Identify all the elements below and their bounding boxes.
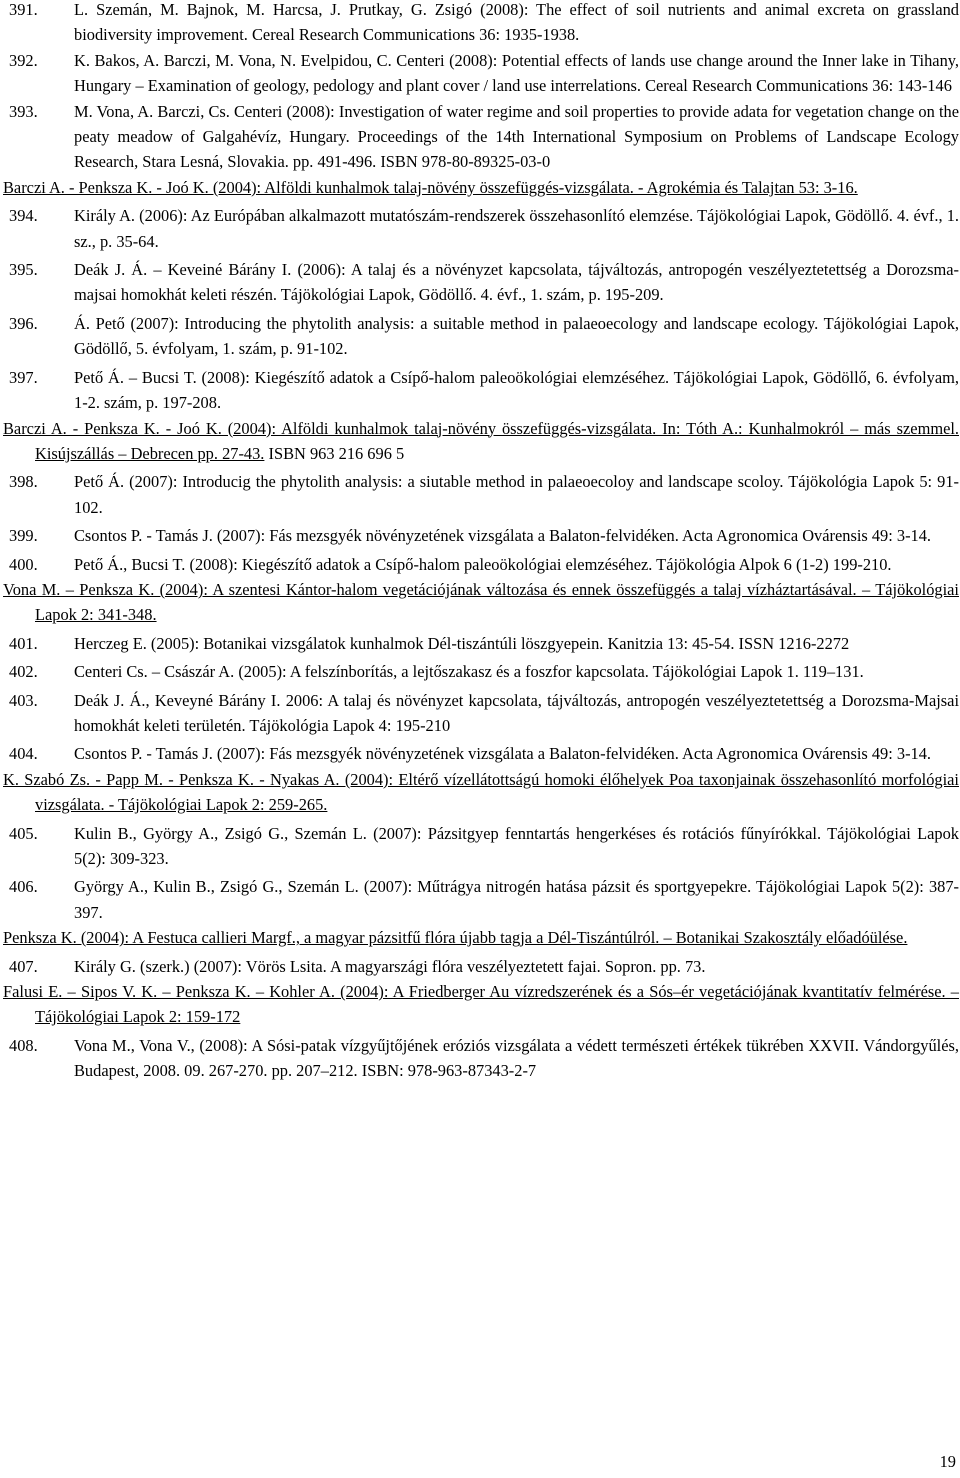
reference-entry	[3, 688, 959, 739]
reference-number: 408.	[9, 1035, 38, 1055]
reference-number: 400.	[9, 554, 38, 574]
reference-number: 392.	[9, 50, 38, 70]
reference-text-underlined: Vona M. – Penksza K. (2004): A szentesi Kántor-halom vegetációjának változása és ennek összefüggés a talaj vízháztartásával. – Tájökológiai Lapok 2: 341-348.	[3, 579, 959, 625]
reference-text-underlined: Barczi A. - Penksza K. - Joó K. (2004): Alföldi kunhalmok talaj-növény összefüggés-vizsgálata. In: Tóth A.: Kunhalmokról – más szemmel. Kisújszállás – Debrecen pp. 27-43.	[3, 418, 959, 463]
reference-text: Deák J. Á. – Keveiné Bárány I. (2006): A talaj és a növényzet kapcsolata, tájváltozás, antropogén veszélyeztetettség a Dorozsma-majsai homokhát keleti részén. Tájökológiai Lapok, Gödöllő. 4. évf., 1. szám, p. 195-209.	[74, 260, 959, 305]
reference-number: 405.	[9, 823, 38, 843]
reference-text: Kulin B., György A., Zsigó G., Szemán L. (2007): Pázsitgyep fenntartás hengerkéses és rotációs fűnyírókkal. Tájökológiai Lapok 5(2): 309-323.	[74, 823, 959, 868]
reference-entry	[3, 631, 959, 656]
reference-entry	[3, 0, 959, 48]
reference-number: 399.	[9, 526, 38, 546]
reference-text: Csontos P. - Tamás J. (2007): Fás mezsgyék növényzetének vizsgálata a Balaton-felvidéken. Acta Agronomica Ovárensis 49: 3-14.	[74, 526, 932, 546]
reference-entry	[3, 821, 959, 872]
reference-entry-unnumbered	[3, 416, 959, 467]
reference-number: 398.	[9, 472, 38, 492]
reference-list	[3, 0, 959, 1084]
reference-text: György A., Kulin B., Zsigó G., Szemán L. (2007): Műtrágya nitrogén hatása pázsit és sportgyepekre. Tájökológiai Lapok 5(2): 387-397.	[74, 877, 959, 922]
reference-entry	[3, 552, 959, 577]
reference-entry	[3, 311, 959, 362]
reference-entry	[3, 99, 959, 175]
reference-entry-unnumbered	[3, 925, 959, 950]
reference-entry	[3, 741, 959, 766]
reference-number: 401.	[9, 633, 38, 653]
reference-entry	[3, 523, 959, 548]
reference-entry-unnumbered	[3, 979, 959, 1030]
reference-number: 402.	[9, 662, 38, 682]
reference-entry-unnumbered	[3, 175, 959, 200]
reference-number: 407.	[9, 956, 38, 976]
reference-text-underlined: Penksza K. (2004): A Festuca callieri Margf., a magyar pázsitfű flóra újabb tagja a Dél-Tiszántúlról. – Botanikai Szakosztály előadóülése.	[3, 928, 908, 948]
reference-text: Király A. (2006): Az Európában alkalmazott mutatószám-rendszerek összehasonlító elemzése. Tájökológiai Lapok, Gödöllő. 4. évf., 1. sz., p. 35-64.	[74, 206, 959, 251]
reference-number: 406.	[9, 877, 38, 897]
reference-entry	[3, 365, 959, 416]
reference-text-underlined: Falusi E. – Sipos V. K. – Penksza K. – Kohler A. (2004): A Friedberger Au vízredszerének és a Sós–ér vegetációjának kvantitatív felmérése. – Tájökológiai Lapok 2: 159-172	[3, 982, 959, 1027]
reference-entry-unnumbered	[3, 767, 959, 818]
reference-entry	[3, 469, 959, 520]
reference-text: Király G. (szerk.) (2007): Vörös Lsita. A magyarszági flóra veszélyeztetett fajai. Sopron. pp. 73.	[74, 956, 706, 976]
reference-number: 393.	[9, 101, 38, 121]
reference-text: Deák J. Á., Keveyné Bárány I. 2006: A talaj és növényzet kapcsolata, tájváltozás, antropogén veszélyeztetettség a Dorozsma-Majsai homokhát keleti területén. Tájökológia Lapok 4: 195-210	[74, 690, 959, 735]
reference-text: Pető Á., Bucsi T. (2008): Kiegészítő adatok a Csípő-halom paleoökológiai elemzéséhez. Tájökológia Alpok 6 (1-2) 199-210.	[74, 554, 892, 574]
page-number: 19	[939, 1452, 956, 1471]
reference-text: M. Vona, A. Barczi, Cs. Centeri (2008): Investigation of water regime and soil properties to provide adata for vegetation change on the peaty meadow of Galgahévíz, Hungary. Proceedings of the 14th International Symposium on Problems of Landscape Ecology Research, Stara Lesná, Slovakia. pp. 491-496. ISBN 978-80-89325-03-0	[74, 101, 959, 172]
reference-text: K. Bakos, A. Barczi, M. Vona, N. Evelpidou, C. Centeri (2008): Potential effects of lands use change around the Inner lake in Tihany, Hungary – Examination of geology, pedology and plant cover / land use interrelations. Cereal Research Communications 36: 143-146	[74, 50, 959, 96]
reference-entry	[3, 1033, 959, 1084]
reference-text-underlined: K. Szabó Zs. - Papp M. - Penksza K. - Nyakas A. (2004): Eltérő vízellátottságú homoki élőhelyek Poa taxonjainak összehasonlító morfológiai vizsgálata. - Tájökológiai Lapok 2: 259-265.	[3, 769, 959, 815]
reference-text-underlined: Barczi A. - Penksza K. - Joó K. (2004): Alföldi kunhalmok talaj-növény összefüggés-vizsgálata. - Agrokémia és Talajtan 53: 3-16.	[3, 177, 858, 197]
reference-text: ISBN 963 216 696 5	[264, 443, 405, 463]
reference-entry	[3, 257, 959, 308]
reference-text: Csontos P. - Tamás J. (2007): Fás mezsgyék növényzetének vizsgálata a Balaton-felvidéken. Acta Agronomica Ovárensis 49: 3-14.	[74, 744, 932, 764]
reference-text: Herczeg E. (2005): Botanikai vizsgálatok kunhalmok Dél-tiszántúli löszgyepein. Kanitzia 13: 45-54. ISSN 1216-2272	[74, 633, 850, 653]
reference-text: Pető Á. (2007): Introducig the phytolith analysis: a siutable method in palaeoecoloy and landscape scoloy. Tájökológia Lapok 5: 91-102.	[74, 472, 959, 517]
reference-entry	[3, 874, 959, 925]
reference-text: Vona M., Vona V., (2008): A Sósi-patak vízgyűjtőjének eróziós vizsgálata a védett természeti értékek tükrében XXVII. Vándorgyűlés, Budapest, 2008. 09. 267-270. pp. 207–212. ISBN: 978-963-87343-2-7	[74, 1035, 959, 1081]
reference-entry-unnumbered	[3, 577, 959, 628]
reference-number: 394.	[9, 206, 38, 226]
reference-entry	[3, 954, 959, 979]
reference-entry	[3, 659, 959, 684]
reference-text: L. Szemán, M. Bajnok, M. Harcsa, J. Prutkay, G. Zsigó (2008): The effect of soil nutrients and animal excreta on grassland biodiversity improvement. Cereal Research Communications 36: 1935-1938.	[74, 0, 959, 45]
reference-number: 396.	[9, 313, 38, 333]
reference-text: Pető Á. – Bucsi T. (2008): Kiegészítő adatok a Csípő-halom paleoökológiai elemzéséhez. Tájökológiai Lapok, Gödöllő, 6. évfolyam, 1-2. szám, p. 197-208.	[74, 367, 959, 413]
reference-entry	[3, 203, 959, 254]
reference-number: 403.	[9, 690, 38, 710]
reference-entry	[3, 48, 959, 99]
reference-number: 404.	[9, 744, 38, 764]
reference-number: 395.	[9, 260, 38, 280]
reference-number: 397.	[9, 367, 38, 387]
reference-text: Centeri Cs. – Császár A. (2005): A felszínborítás, a lejtőszakasz és a foszfor kapcsolata. Tájökológiai Lapok 1. 119–131.	[74, 662, 864, 682]
reference-text: Á. Pető (2007): Introducing the phytolith analysis: a suitable method in palaeoecology and landscape ecology. Tájökológiai Lapok, Gödöllő, 5. évfolyam, 1. szám, p. 91-102.	[74, 313, 959, 359]
reference-number: 391.	[9, 0, 38, 19]
